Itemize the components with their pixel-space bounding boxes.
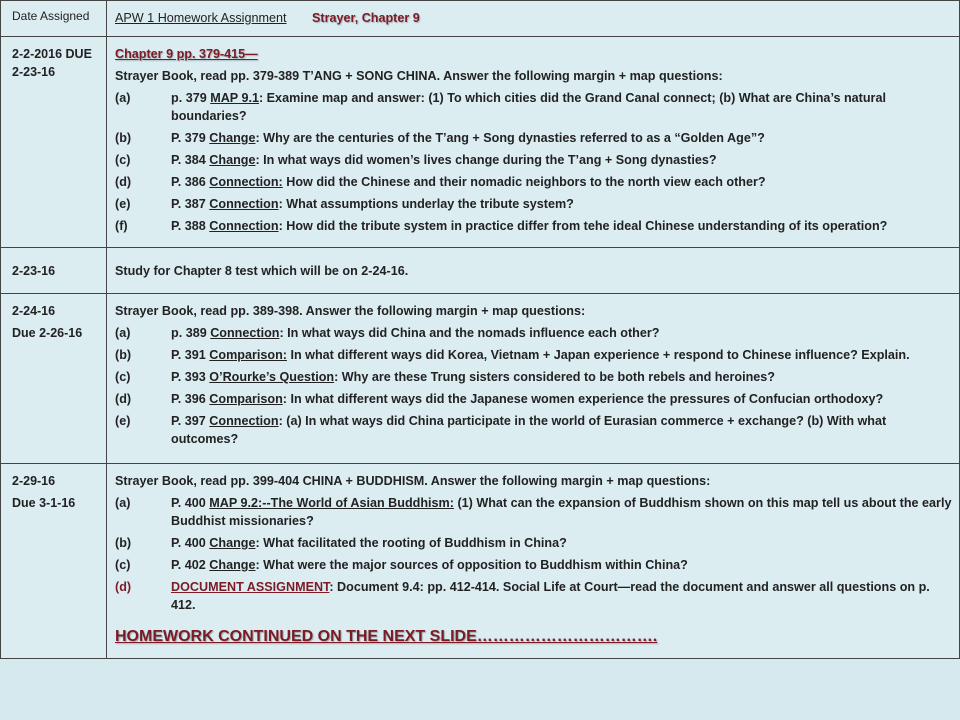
- row-date: 2-23-16: [1, 248, 107, 294]
- reading-intro: Strayer Book, read pp. 399-404 CHINA + BUDDHISM. Answer the following margin + map questions:: [115, 474, 711, 488]
- row-due-date: Due 2-26-16: [12, 326, 83, 340]
- question-item: [115, 129, 953, 147]
- table-row: [1, 464, 960, 659]
- question-label: (a): [115, 496, 131, 510]
- question-page: P. 393: [171, 370, 210, 384]
- question-label: (e): [115, 414, 131, 428]
- question-text: : In what ways did women’s lives change during the T’ang + Song dynasties?: [255, 153, 717, 167]
- question-text: : What facilitated the rooting of Buddhism in China?: [255, 536, 567, 550]
- question-page: P. 400: [171, 496, 210, 510]
- question-tag: Comparison: [209, 392, 283, 406]
- question-label: (a): [115, 326, 131, 340]
- question-label: (c): [115, 558, 131, 572]
- question-text: : In what ways did China and the nomads influence each other?: [279, 326, 660, 340]
- question-item: [115, 390, 953, 408]
- reading-intro: Study for Chapter 8 test which will be on 2-24-16.: [115, 264, 409, 278]
- question-item: [115, 368, 953, 386]
- question-label: (e): [115, 197, 131, 211]
- table-row: [1, 37, 960, 248]
- question-tag: Change: [209, 131, 256, 145]
- row-due-date: Due 3-1-16: [12, 496, 76, 510]
- question-item: [115, 151, 953, 169]
- question-label: (d): [115, 392, 132, 406]
- row-date: 2-24-16: [12, 304, 56, 318]
- question-item: [115, 324, 953, 342]
- question-item: [115, 346, 953, 364]
- row-content: [107, 37, 960, 248]
- question-tag: Connection: [209, 414, 279, 428]
- table-header-row: [1, 1, 960, 37]
- question-label: (f): [115, 219, 128, 233]
- question-tag: MAP 9.2:--The World of Asian Buddhism:: [209, 496, 454, 510]
- question-label: (a): [115, 91, 131, 105]
- question-text: : Examine map and answer: (1) To which cities did the Grand Canal connect; (b) What are China’s natural boundaries?: [171, 91, 886, 123]
- question-text: How did the Chinese and their nomadic neighbors to the north view each other?: [282, 175, 766, 189]
- question-label: (b): [115, 536, 132, 550]
- question-text: : In what different ways did the Japanese women experience the pressures of Confucian orthodoxy?: [282, 392, 884, 406]
- question-item: [115, 217, 953, 235]
- question-item: [115, 195, 953, 213]
- row-date-cell: [1, 294, 107, 464]
- question-text: : Document 9.4: pp. 412-414. Social Life at Court—read the document and answer all questions on p. 412.: [171, 580, 930, 612]
- question-label: (d): [115, 580, 132, 594]
- question-label: (b): [115, 348, 132, 362]
- question-text: : (a) In what ways did China participate in the world of Eurasian commerce + exchange? (b) With what outcomes?: [171, 414, 887, 446]
- question-text: : How did the tribute system in practice differ from tehe ideal Chinese understanding of its operation?: [278, 219, 888, 233]
- reading-intro: Strayer Book, read pp. 389-398. Answer the following margin + map questions:: [115, 304, 586, 318]
- question-page: P. 387: [171, 197, 210, 211]
- question-page: P. 400: [171, 536, 210, 550]
- question-item: [115, 173, 953, 191]
- question-page: P. 384: [171, 153, 210, 167]
- question-text: : Why are these Trung sisters considered to be both rebels and heroines?: [334, 370, 775, 384]
- question-item: [115, 412, 953, 448]
- question-item: [115, 556, 953, 574]
- row-date: 2-29-16: [12, 474, 56, 488]
- question-text: : What assumptions underlay the tribute system?: [278, 197, 574, 211]
- row-content: [107, 464, 960, 659]
- question-page: p. 379: [171, 91, 211, 105]
- question-label: (b): [115, 131, 132, 145]
- row-date: 2-2-2016 DUE 2-23-16: [1, 37, 107, 248]
- date-column-header: Date Assigned: [1, 1, 107, 37]
- row-content: [107, 248, 960, 294]
- table-row: [1, 248, 960, 294]
- document-assignment-tag: DOCUMENT ASSIGNMENT: [171, 580, 330, 594]
- question-label: (d): [115, 175, 132, 189]
- reading-intro: Strayer Book, read pp. 379-389 T’ANG + SONG CHINA. Answer the following margin + map questions:: [115, 69, 723, 83]
- question-tag: MAP 9.1: [210, 91, 259, 105]
- question-item: [115, 534, 953, 552]
- question-item: [115, 89, 953, 125]
- question-item: [115, 578, 953, 614]
- question-page: P. 397: [171, 414, 210, 428]
- question-item: [115, 494, 953, 530]
- question-tag: Connection:: [209, 175, 283, 189]
- row-content: [107, 294, 960, 464]
- question-text: : What were the major sources of opposition to Buddhism within China?: [255, 558, 688, 572]
- chapter-heading: Chapter 9 pp. 379-415—: [115, 47, 258, 61]
- question-page: P. 391: [171, 348, 210, 362]
- question-page: P. 402: [171, 558, 210, 572]
- question-tag: Comparison:: [209, 348, 287, 362]
- question-tag: Change: [209, 536, 256, 550]
- question-page: P. 386: [171, 175, 210, 189]
- question-tag: Change: [209, 153, 256, 167]
- question-page: P. 396: [171, 392, 210, 406]
- question-label: (c): [115, 153, 131, 167]
- table-row: [1, 294, 960, 464]
- question-page: P. 388: [171, 219, 210, 233]
- question-tag: Connection: [209, 219, 279, 233]
- question-label: (c): [115, 370, 131, 384]
- question-page: P. 379: [171, 131, 210, 145]
- question-tag: Connection: [210, 326, 280, 340]
- question-tag: O’Rourke’s Question: [209, 370, 335, 384]
- row-date-cell: [1, 464, 107, 659]
- question-tag: Connection: [209, 197, 279, 211]
- assignment-title: APW 1 Homework Assignment: [115, 11, 287, 25]
- question-text: : Why are the centuries of the T’ang + Song dynasties referred to as a “Golden Age”?: [255, 131, 765, 145]
- question-text: (1) What can the expansion of Buddhism shown on this map tell us about the early Buddhist missionaries?: [171, 496, 952, 528]
- question-page: p. 389: [171, 326, 211, 340]
- question-text: In what different ways did Korea, Vietnam + Japan experience + respond to Chinese influence? Explain.: [286, 348, 910, 362]
- continued-notice: HOMEWORK CONTINUED ON THE NEXT SLIDE…………………………….: [115, 628, 658, 645]
- chapter-subtitle: Strayer, Chapter 9: [311, 11, 420, 25]
- question-tag: Change: [209, 558, 256, 572]
- assignment-header: [107, 1, 960, 37]
